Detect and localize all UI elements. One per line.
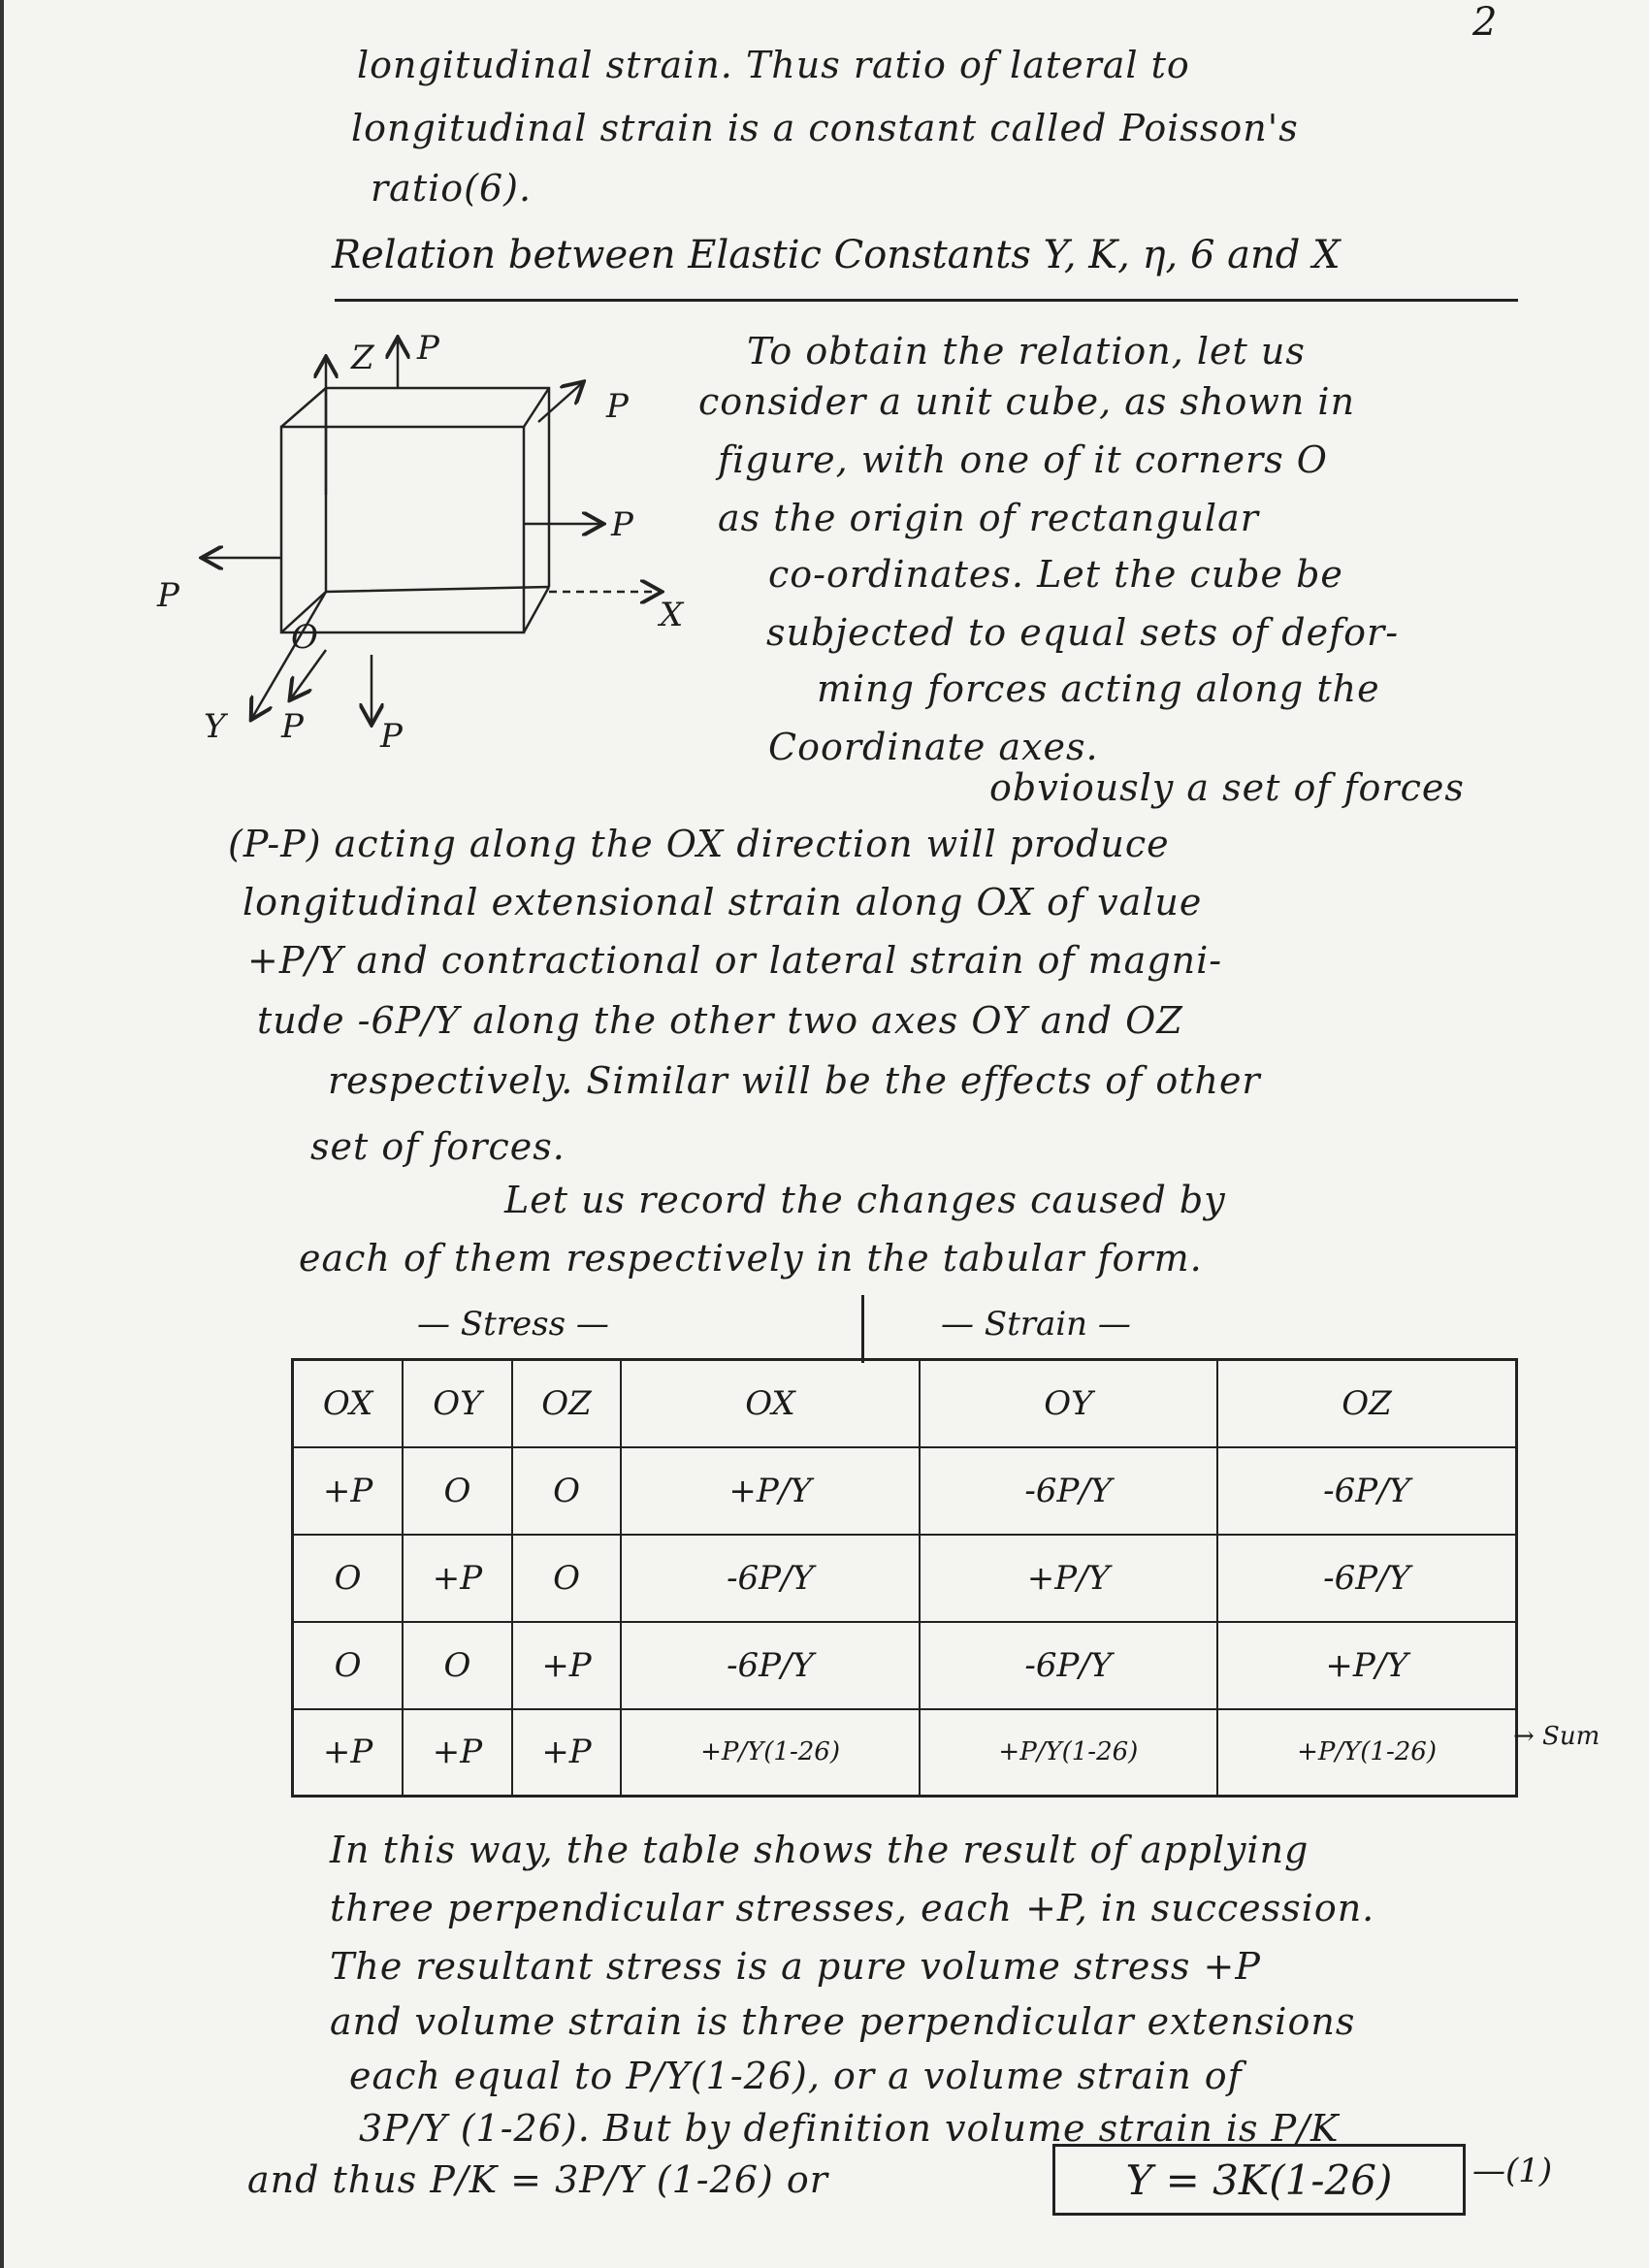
para2-line: set of forces. bbox=[310, 1125, 566, 1168]
axis-label-x: X bbox=[660, 596, 684, 634]
origin-label: O bbox=[291, 618, 318, 657]
para4-line: three perpendicular stresses, each +P, in succession. bbox=[330, 1887, 1375, 1929]
intro-line: longitudinal strain is a constant called Poisson's bbox=[351, 107, 1299, 149]
force-label: P bbox=[281, 707, 304, 746]
table-cell: O bbox=[293, 1535, 404, 1622]
table-cell: +P bbox=[403, 1535, 511, 1622]
strain-group-label: — Strain — bbox=[941, 1305, 1131, 1344]
table-cell: O bbox=[403, 1447, 511, 1535]
force-label: P bbox=[380, 717, 403, 756]
para1-line: ming forces acting along the bbox=[817, 667, 1380, 710]
table-row bbox=[293, 1447, 1517, 1535]
cube-back-face bbox=[326, 388, 549, 592]
header-cell: OY bbox=[920, 1360, 1217, 1447]
para4-line: In this way, the table shows the result of applying bbox=[330, 1829, 1310, 1871]
table-cell: +P/Y(1-26) bbox=[920, 1709, 1217, 1797]
equation-number: —(1) bbox=[1472, 2152, 1553, 2190]
table-cell: +P bbox=[512, 1709, 622, 1797]
force-label: P bbox=[606, 387, 629, 426]
page-number: 2 bbox=[1472, 0, 1498, 45]
table-cell: -6P/Y bbox=[621, 1622, 919, 1709]
sum-note: → Sum bbox=[1513, 1722, 1600, 1751]
force-label: P bbox=[611, 505, 633, 544]
para2-line: +P/Y and contractional or lateral strain of magni- bbox=[247, 939, 1223, 982]
para2-line: respectively. Similar will be the effects of other bbox=[328, 1059, 1261, 1102]
table-cell: +P/Y bbox=[920, 1535, 1217, 1622]
axis-label-z: Z bbox=[351, 339, 374, 377]
para4-line: The resultant stress is a pure volume stress +P bbox=[330, 1945, 1261, 1988]
table-cell: +P/Y(1-26) bbox=[1217, 1709, 1516, 1797]
sheet-edge bbox=[0, 0, 4, 2268]
table-cell: -6P/Y bbox=[1217, 1535, 1516, 1622]
axis-label-y: Y bbox=[204, 707, 226, 746]
para4-line: and volume strain is three perpendicular extensions bbox=[330, 2000, 1356, 2043]
para1-line: figure, with one of it corners O bbox=[718, 438, 1328, 481]
para3-line: each of them respectively in the tabular form. bbox=[299, 1237, 1203, 1280]
table-cell: -6P/Y bbox=[621, 1535, 919, 1622]
para1-line: Coordinate axes. bbox=[768, 726, 1099, 768]
intro-line: longitudinal strain. Thus ratio of lateral to bbox=[357, 44, 1190, 86]
table-cell: +P/Y(1-26) bbox=[621, 1709, 919, 1797]
cube-edges bbox=[281, 388, 549, 632]
table-cell: O bbox=[512, 1535, 622, 1622]
para4-line: and thus P/K = 3P/Y (1-26) or bbox=[247, 2158, 828, 2201]
para4-line: each equal to P/Y(1-26), or a volume strain of bbox=[349, 2055, 1243, 2097]
table-cell: -6P/Y bbox=[920, 1447, 1217, 1535]
para2-line: tude -6P/Y along the other two axes OY and OZ bbox=[257, 999, 1183, 1042]
table-row bbox=[293, 1622, 1517, 1709]
table-cell: -6P/Y bbox=[1217, 1447, 1516, 1535]
heading-underline bbox=[335, 299, 1518, 302]
para1-line: as the origin of rectangular bbox=[718, 497, 1259, 539]
header-cell: OX bbox=[293, 1360, 404, 1447]
table-cell: +P/Y bbox=[1217, 1622, 1516, 1709]
stress-group-label: — Stress — bbox=[417, 1305, 609, 1344]
table-divider-arrow bbox=[861, 1295, 864, 1363]
table-cell: +P bbox=[403, 1709, 511, 1797]
table-cell: +P/Y bbox=[621, 1447, 919, 1535]
header-cell: OY bbox=[403, 1360, 511, 1447]
para2-line: obviously a set of forces bbox=[989, 766, 1465, 809]
table-sum-row bbox=[293, 1709, 1517, 1797]
para1-line: To obtain the relation, let us bbox=[747, 330, 1306, 373]
force-label: P bbox=[417, 330, 439, 368]
stress-strain-table bbox=[291, 1358, 1518, 1798]
cube-front-face bbox=[281, 427, 524, 632]
table-header-row bbox=[293, 1360, 1517, 1447]
header-cell: OX bbox=[621, 1360, 919, 1447]
table-cell: -6P/Y bbox=[920, 1622, 1217, 1709]
section-heading: Relation between Elastic Constants Y, K, η, 6 and X bbox=[332, 233, 1341, 277]
unit-cube-diagram bbox=[136, 330, 718, 757]
force-label: P bbox=[157, 576, 179, 615]
para1-line: consider a unit cube, as shown in bbox=[698, 380, 1356, 423]
table-row bbox=[293, 1535, 1517, 1622]
table-cell: O bbox=[293, 1622, 404, 1709]
table-cell: +P bbox=[293, 1709, 404, 1797]
table-cell: +P bbox=[512, 1622, 622, 1709]
intro-line: ratio(6). bbox=[371, 167, 533, 210]
header-cell: OZ bbox=[512, 1360, 622, 1447]
table-cell: +P bbox=[293, 1447, 404, 1535]
boxed-equation: Y = 3K(1-26) bbox=[1052, 2144, 1466, 2216]
table-cell: O bbox=[403, 1622, 511, 1709]
para1-line: co-ordinates. Let the cube be bbox=[768, 553, 1343, 596]
para4-line: 3P/Y (1-26). But by definition volume strain is P/K bbox=[359, 2107, 1340, 2150]
para3-line: Let us record the changes caused by bbox=[504, 1179, 1226, 1221]
header-cell: OZ bbox=[1217, 1360, 1516, 1447]
table-cell: O bbox=[512, 1447, 622, 1535]
para2-line: longitudinal extensional strain along OX of value bbox=[242, 881, 1203, 923]
para1-line: subjected to equal sets of defor- bbox=[766, 611, 1400, 654]
para2-line: (P-P) acting along the OX direction will produce bbox=[228, 823, 1170, 865]
force-arrow-bottom-left bbox=[291, 650, 326, 698]
